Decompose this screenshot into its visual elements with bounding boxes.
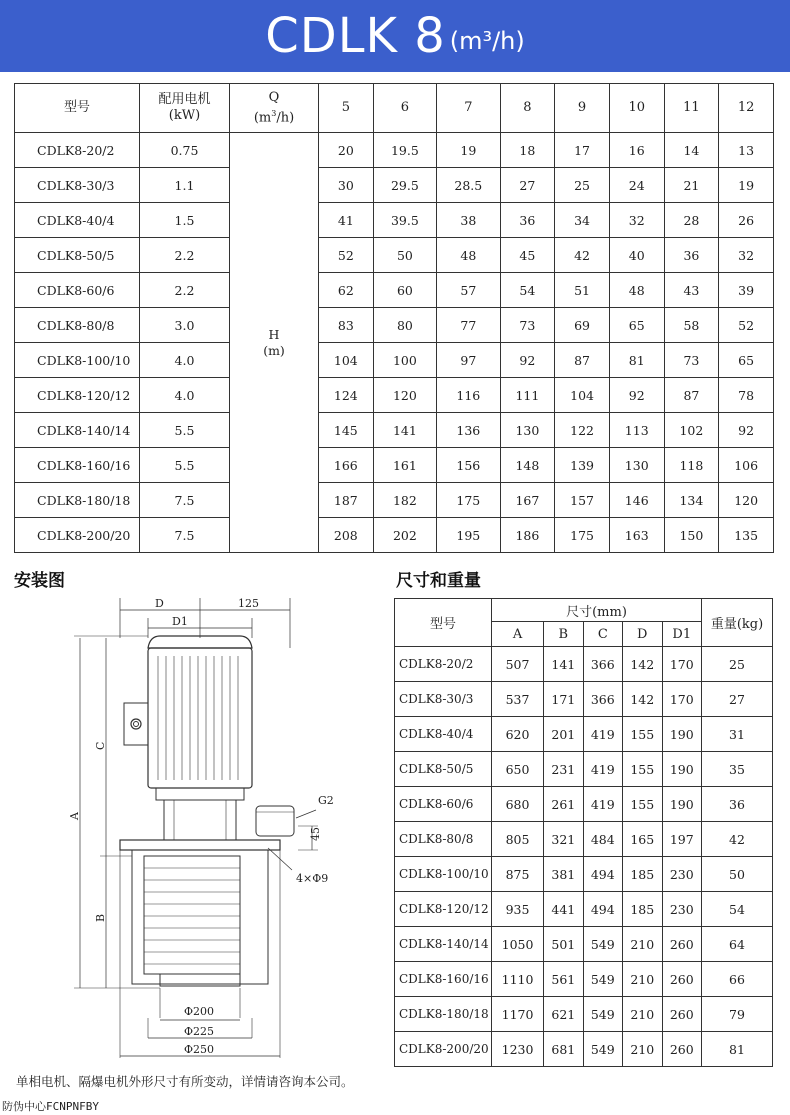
dimension-cell: 170 [662, 682, 702, 717]
header-flow-4: 9 [555, 84, 610, 133]
head-value-cell: 161 [373, 448, 436, 483]
table-row [395, 717, 773, 752]
table-row [15, 203, 774, 238]
head-value-cell: 60 [373, 273, 436, 308]
head-value-cell: 21 [664, 168, 719, 203]
head-value-cell: 182 [373, 483, 436, 518]
table-row [15, 518, 774, 553]
head-value-cell: 28 [664, 203, 719, 238]
weight-cell: 79 [702, 997, 773, 1032]
head-value-cell: 52 [719, 308, 774, 343]
weight-cell: 42 [702, 822, 773, 857]
head-value-cell: 83 [319, 308, 374, 343]
head-value-cell: 135 [719, 518, 774, 553]
header-flow-q: Q $(m^3/h)$ [230, 84, 319, 133]
dimension-cell: 190 [662, 787, 702, 822]
head-value-cell: 14 [664, 133, 719, 168]
model-cell: CDLK8-30/3 [395, 682, 492, 717]
motor-cell: 5.5 [140, 448, 230, 483]
head-value-cell: 62 [319, 273, 374, 308]
head-value-cell: 78 [719, 378, 774, 413]
dimension-cell: 419 [583, 787, 622, 822]
label-A: A [68, 812, 81, 820]
title-banner [0, 0, 790, 72]
head-value-cell: 100 [373, 343, 436, 378]
label-C: C [94, 741, 107, 750]
dimension-cell: 142 [623, 647, 662, 682]
head-value-cell: 39 [719, 273, 774, 308]
head-value-cell: 87 [664, 378, 719, 413]
model-cell: CDLK8-180/18 [15, 483, 140, 518]
performance-body [15, 133, 774, 553]
header-flow-7: 12 [719, 84, 774, 133]
dimension-cell: 561 [544, 962, 583, 997]
table-row [15, 483, 774, 518]
model-cell: CDLK8-40/4 [15, 203, 140, 238]
label-G2: G2 [318, 794, 334, 807]
model-cell: CDLK8-20/2 [15, 133, 140, 168]
label-phi225: Φ225 [184, 1025, 215, 1038]
head-value-cell: 29.5 [373, 168, 436, 203]
weight-cell: 36 [702, 787, 773, 822]
head-value-cell: 187 [319, 483, 374, 518]
head-value-cell: 92 [609, 378, 664, 413]
model-cell: CDLK8-80/8 [395, 822, 492, 857]
table-row [395, 682, 773, 717]
dimension-cell: 210 [623, 997, 662, 1032]
motor-cell: 2.2 [140, 238, 230, 273]
dimension-cell: 419 [583, 717, 622, 752]
head-value-cell: 30 [319, 168, 374, 203]
head-value-cell: 104 [555, 378, 610, 413]
dimension-cell: 201 [544, 717, 583, 752]
head-value-cell: 106 [719, 448, 774, 483]
dimension-cell: 260 [662, 997, 702, 1032]
head-value-cell: 45 [500, 238, 555, 273]
dimension-cell: 210 [623, 927, 662, 962]
table-row [395, 822, 773, 857]
head-value-cell: 43 [664, 273, 719, 308]
motor-cell: 0.75 [140, 133, 230, 168]
head-value-cell: 28.5 [437, 168, 500, 203]
banner-unit: (m³/h) [449, 27, 525, 55]
model-cell: CDLK8-100/10 [395, 857, 492, 892]
head-value-cell: 32 [609, 203, 664, 238]
model-cell: CDLK8-140/14 [15, 413, 140, 448]
head-value-cell: 118 [664, 448, 719, 483]
model-cell: CDLK8-60/6 [15, 273, 140, 308]
table-row [395, 962, 773, 997]
head-value-cell: 48 [609, 273, 664, 308]
dimension-cell: 549 [583, 1032, 622, 1067]
head-value-cell: 136 [437, 413, 500, 448]
head-value-cell: 111 [500, 378, 555, 413]
dimension-cell: 261 [544, 787, 583, 822]
table-row [395, 1032, 773, 1067]
dimension-cell: 190 [662, 752, 702, 787]
head-value-cell: 36 [500, 203, 555, 238]
dimension-cell: 935 [492, 892, 544, 927]
head-value-cell: 24 [609, 168, 664, 203]
dimension-cell: 366 [583, 682, 622, 717]
head-value-cell: 65 [719, 343, 774, 378]
dimension-cell: 260 [662, 1032, 702, 1067]
dimension-cell: 620 [492, 717, 544, 752]
head-value-cell: 92 [719, 413, 774, 448]
performance-table [14, 83, 774, 553]
table-row [15, 133, 774, 168]
dimension-cell: 537 [492, 682, 544, 717]
head-value-cell: 69 [555, 308, 610, 343]
dimension-cell: 381 [544, 857, 583, 892]
header-flow-5: 10 [609, 84, 664, 133]
motor-cell: 7.5 [140, 483, 230, 518]
motor-cell: 4.0 [140, 378, 230, 413]
head-value-cell: 19.5 [373, 133, 436, 168]
banner-title: CDLK 8 [265, 8, 446, 64]
label-D: D [155, 598, 164, 610]
model-cell: CDLK8-160/16 [395, 962, 492, 997]
header-flow-2: 7 [437, 84, 500, 133]
header-motor: 配用电机 (kW) [140, 84, 230, 133]
weight-cell: 50 [702, 857, 773, 892]
label-phi200: Φ200 [184, 1005, 215, 1018]
head-value-cell: 104 [319, 343, 374, 378]
dimension-cell: 1110 [492, 962, 544, 997]
table-row [15, 168, 774, 203]
head-value-cell: 18 [500, 133, 555, 168]
head-value-cell: 57 [437, 273, 500, 308]
head-value-cell: 120 [719, 483, 774, 518]
dimension-cell: 185 [623, 857, 662, 892]
header-flow-6: 11 [664, 84, 719, 133]
dimension-cell: 1170 [492, 997, 544, 1032]
label-B: B [94, 913, 107, 922]
header-flow-0: 5 [319, 84, 374, 133]
dimension-cell: 190 [662, 717, 702, 752]
model-cell: CDLK8-30/3 [15, 168, 140, 203]
head-value-cell: 120 [373, 378, 436, 413]
head-value-cell: 87 [555, 343, 610, 378]
table-row [15, 308, 774, 343]
model-cell: CDLK8-180/18 [395, 997, 492, 1032]
model-cell: CDLK8-80/8 [15, 308, 140, 343]
head-value-cell: 73 [664, 343, 719, 378]
table-row [395, 787, 773, 822]
head-value-cell: 50 [373, 238, 436, 273]
head-value-cell: 48 [437, 238, 500, 273]
table-row [395, 647, 773, 682]
head-value-cell: 97 [437, 343, 500, 378]
motor-cell: 7.5 [140, 518, 230, 553]
dims-col-b: B [544, 622, 583, 647]
head-value-cell: 116 [437, 378, 500, 413]
dimensions-title: 尺寸和重量 [396, 571, 481, 591]
motor-cell: 1.5 [140, 203, 230, 238]
dimension-cell: 231 [544, 752, 583, 787]
dimension-cell: 366 [583, 647, 622, 682]
head-value-cell: 139 [555, 448, 610, 483]
table-row [15, 378, 774, 413]
head-value-cell: 195 [437, 518, 500, 553]
weight-cell: 35 [702, 752, 773, 787]
dimension-cell: 1230 [492, 1032, 544, 1067]
model-cell: CDLK8-140/14 [395, 927, 492, 962]
dims-col-d1: D1 [662, 622, 702, 647]
head-value-cell: 157 [555, 483, 610, 518]
install-title: 安装图 [14, 571, 65, 591]
dimension-cell: 441 [544, 892, 583, 927]
dimension-cell: 230 [662, 892, 702, 927]
label-D1: D1 [172, 615, 188, 628]
dimension-cell: 419 [583, 752, 622, 787]
footer-code: 防伪中心FCNPNFBY [2, 1100, 99, 1113]
dimension-cell: 210 [623, 1032, 662, 1067]
weight-cell: 66 [702, 962, 773, 997]
dimension-cell: 549 [583, 962, 622, 997]
dimension-cell: 650 [492, 752, 544, 787]
table-row [15, 343, 774, 378]
head-value-cell: 175 [437, 483, 500, 518]
dimension-cell: 185 [623, 892, 662, 927]
head-value-cell: 42 [555, 238, 610, 273]
dimension-cell: 1050 [492, 927, 544, 962]
dimension-cell: 260 [662, 927, 702, 962]
label-phi250: Φ250 [184, 1043, 215, 1056]
head-value-cell: 175 [555, 518, 610, 553]
head-value-cell: 19 [437, 133, 500, 168]
head-value-cell: 102 [664, 413, 719, 448]
head-value-cell: 77 [437, 308, 500, 343]
motor-cell: 2.2 [140, 273, 230, 308]
table-row [395, 857, 773, 892]
table-row [15, 448, 774, 483]
installation-drawing [60, 598, 360, 1068]
head-value-cell: 146 [609, 483, 664, 518]
dimension-cell: 165 [623, 822, 662, 857]
dimension-cell: 197 [662, 822, 702, 857]
head-value-cell: 148 [500, 448, 555, 483]
dimension-cell: 155 [623, 752, 662, 787]
motor-cell: 5.5 [140, 413, 230, 448]
header-flow-1: 6 [373, 84, 436, 133]
table-row [395, 927, 773, 962]
table-row [395, 997, 773, 1032]
head-value-cell: 156 [437, 448, 500, 483]
dimension-cell: 507 [492, 647, 544, 682]
table-row [395, 752, 773, 787]
dimension-cell: 681 [544, 1032, 583, 1067]
dimension-cell: 805 [492, 822, 544, 857]
head-value-cell: 39.5 [373, 203, 436, 238]
motor-cell: 1.1 [140, 168, 230, 203]
dims-header-model: 型号 [395, 599, 492, 647]
motor-cell: 4.0 [140, 343, 230, 378]
head-value-cell: 166 [319, 448, 374, 483]
dims-header-weight: 重量(kg) [702, 599, 773, 647]
head-value-cell: 51 [555, 273, 610, 308]
dimension-cell: 501 [544, 927, 583, 962]
dimension-cell: 321 [544, 822, 583, 857]
model-cell: CDLK8-50/5 [15, 238, 140, 273]
header-flow-3: 8 [500, 84, 555, 133]
dimension-cell: 171 [544, 682, 583, 717]
head-value-cell: 25 [555, 168, 610, 203]
dimension-cell: 680 [492, 787, 544, 822]
label-45: 45 [309, 827, 322, 841]
dimension-cell: 260 [662, 962, 702, 997]
model-cell: CDLK8-20/2 [395, 647, 492, 682]
model-cell: CDLK8-120/12 [15, 378, 140, 413]
head-value-cell: 40 [609, 238, 664, 273]
weight-cell: 64 [702, 927, 773, 962]
table-row [15, 238, 774, 273]
dims-col-d: D [623, 622, 662, 647]
head-value-cell: 92 [500, 343, 555, 378]
header-model: 型号 [15, 84, 140, 133]
label-holes: 4×Φ9 [296, 872, 329, 885]
head-value-cell: 26 [719, 203, 774, 238]
dimension-cell: 549 [583, 997, 622, 1032]
head-value-cell: 122 [555, 413, 610, 448]
head-value-cell: 32 [719, 238, 774, 273]
head-value-cell: 19 [719, 168, 774, 203]
dimension-cell: 494 [583, 892, 622, 927]
head-value-cell: 124 [319, 378, 374, 413]
dims-header-row-1 [395, 599, 773, 622]
dims-header-size: 尺寸(mm) [492, 599, 702, 622]
head-value-cell: 186 [500, 518, 555, 553]
dimension-cell: 621 [544, 997, 583, 1032]
head-value-cell: 145 [319, 413, 374, 448]
model-cell: CDLK8-160/16 [15, 448, 140, 483]
head-value-cell: 27 [500, 168, 555, 203]
head-value-cell: 13 [719, 133, 774, 168]
head-value-cell: 81 [609, 343, 664, 378]
table-row [15, 273, 774, 308]
head-value-cell: 17 [555, 133, 610, 168]
dimension-cell: 494 [583, 857, 622, 892]
head-value-cell: 113 [609, 413, 664, 448]
head-value-cell: 130 [609, 448, 664, 483]
table-row [395, 892, 773, 927]
dimension-cell: 210 [623, 962, 662, 997]
head-value-cell: 134 [664, 483, 719, 518]
head-value-cell: 208 [319, 518, 374, 553]
head-value-cell: 130 [500, 413, 555, 448]
head-value-cell: 65 [609, 308, 664, 343]
weight-cell: 81 [702, 1032, 773, 1067]
footer-note: 单相电机、隔爆电机外形尺寸有所变动，详情请咨询本公司。 [16, 1074, 354, 1089]
model-cell: CDLK8-60/6 [395, 787, 492, 822]
head-value-cell: 80 [373, 308, 436, 343]
head-value-cell: 54 [500, 273, 555, 308]
head-value-cell: 163 [609, 518, 664, 553]
weight-cell: 54 [702, 892, 773, 927]
dimension-cell: 155 [623, 717, 662, 752]
model-cell: CDLK8-50/5 [395, 752, 492, 787]
head-value-cell: 41 [319, 203, 374, 238]
dimension-cell: 549 [583, 927, 622, 962]
label-125: 125 [238, 598, 259, 610]
model-cell: CDLK8-100/10 [15, 343, 140, 378]
motor-cell: 3.0 [140, 308, 230, 343]
head-value-cell: 38 [437, 203, 500, 238]
dimension-cell: 141 [544, 647, 583, 682]
weight-cell: 31 [702, 717, 773, 752]
head-value-cell: 34 [555, 203, 610, 238]
dimensions-table [394, 598, 773, 1067]
head-value-cell: 16 [609, 133, 664, 168]
head-value-cell: 36 [664, 238, 719, 273]
head-value-cell: 58 [664, 308, 719, 343]
head-value-cell: 52 [319, 238, 374, 273]
head-value-cell: 20 [319, 133, 374, 168]
dims-col-c: C [583, 622, 622, 647]
model-cell: CDLK8-200/20 [15, 518, 140, 553]
dimension-cell: 484 [583, 822, 622, 857]
head-value-cell: 202 [373, 518, 436, 553]
dimension-cell: 875 [492, 857, 544, 892]
dimensions-body [395, 647, 773, 1067]
head-label-cell: H (m) [230, 133, 319, 553]
dimension-cell: 170 [662, 647, 702, 682]
dimension-cell: 230 [662, 857, 702, 892]
model-cell: CDLK8-40/4 [395, 717, 492, 752]
head-value-cell: 150 [664, 518, 719, 553]
head-value-cell: 141 [373, 413, 436, 448]
head-value-cell: 167 [500, 483, 555, 518]
weight-cell: 27 [702, 682, 773, 717]
weight-cell: 25 [702, 647, 773, 682]
performance-header-row [15, 84, 774, 133]
table-row [15, 413, 774, 448]
head-value-cell: 73 [500, 308, 555, 343]
dimension-cell: 155 [623, 787, 662, 822]
model-cell: CDLK8-120/12 [395, 892, 492, 927]
dims-col-a: A [492, 622, 544, 647]
model-cell: CDLK8-200/20 [395, 1032, 492, 1067]
dimension-cell: 142 [623, 682, 662, 717]
